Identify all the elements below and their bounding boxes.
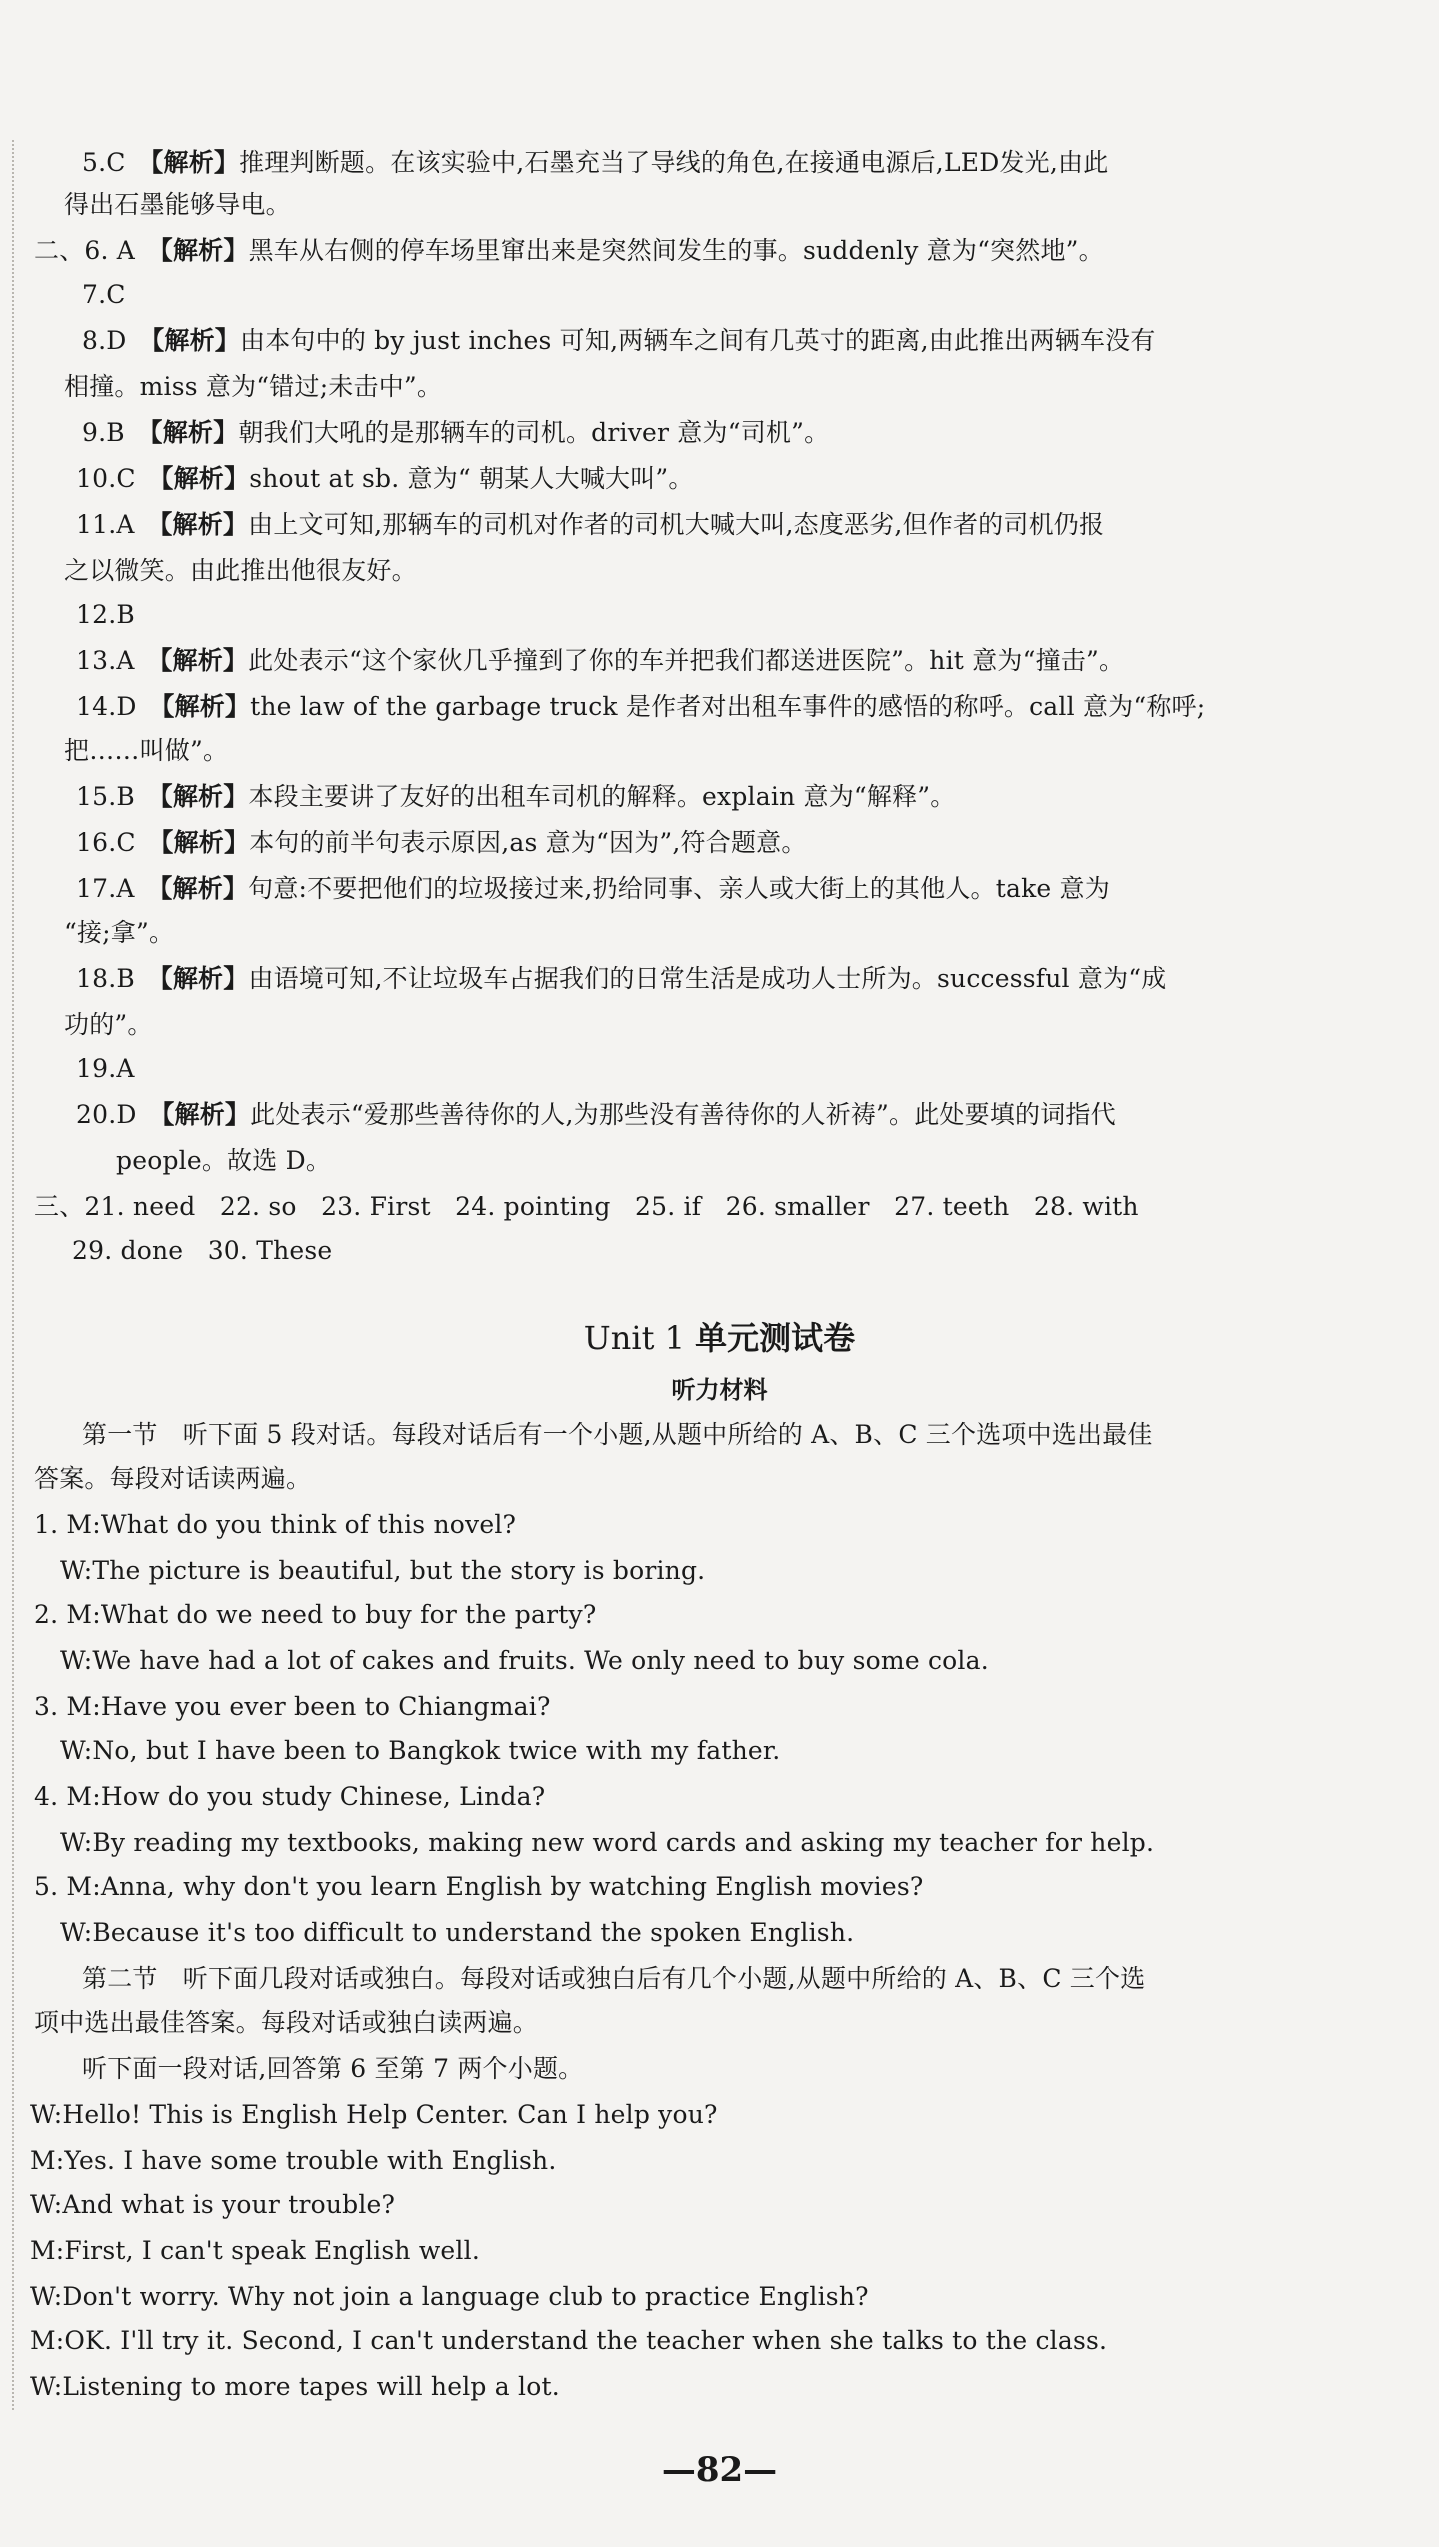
dialogue-5-m: 5. M:Anna, why don't you learn English by watching English movies? xyxy=(34,1872,924,1901)
answer-20: 20.D 【解析】此处表示“爱那些善待你的人,为那些没有善待你的人祈祷”。此处要填的词指代 xyxy=(76,1100,1116,1129)
listening-material-title: 听力材料 xyxy=(671,1376,768,1404)
answer-14: 14.D 【解析】the law of the garbage truck 是作者对出租车事件的感悟的称呼。call 意为“称呼; xyxy=(76,692,1206,721)
dialogue-4-w: W:By reading my textbooks, making new word cards and asking my teacher for help. xyxy=(60,1828,1155,1857)
page-number: —82— xyxy=(661,2450,778,2490)
conversation-line-2: M:Yes. I have some trouble with English. xyxy=(30,2146,557,2175)
section3-answers-line1: 三、21. need 22. so 23. First 24. pointing 25. if 26. smaller 27. teeth 28. with xyxy=(34,1192,1139,1221)
answer-15: 15.B 【解析】本段主要讲了友好的出租车司机的解释。explain 意为“解释”。 xyxy=(76,782,956,811)
analysis-tag: 【解析】 xyxy=(160,464,250,493)
analysis-tag: 【解析】 xyxy=(160,782,249,811)
answer-19: 19.A xyxy=(76,1054,135,1083)
answer-20-cont: people。故选 D。 xyxy=(116,1146,332,1175)
analysis-tag: 【解析】 xyxy=(159,646,249,675)
unit-test-title: Unit 1 单元测试卷 xyxy=(583,1319,856,1357)
binding-margin-line xyxy=(12,140,14,2410)
answer-17: 17.A 【解析】句意:不要把他们的垃圾接过来,扔给同事、亲人或大街上的其他人。take 意为 xyxy=(76,874,1110,903)
analysis-tag: 【解析】 xyxy=(159,874,249,903)
questions-6-7-intro: 听下面一段对话,回答第 6 至第 7 两个小题。 xyxy=(82,2054,584,2083)
answer-10: 10.C 【解析】shout at sb. 意为“ 朝某人大喊大叫”。 xyxy=(76,464,694,493)
dialogue-1-m: 1. M:What do you think of this novel? xyxy=(34,1510,517,1539)
answer-11-cont: 之以微笑。由此推出他很友好。 xyxy=(64,556,417,585)
answer-14-cont: 把……叫做”。 xyxy=(64,736,229,765)
conversation-line-5: W:Don't worry. Why not join a language club to practice English? xyxy=(30,2282,869,2311)
analysis-tag: 【解析】 xyxy=(150,148,240,177)
analysis-tag: 【解析】 xyxy=(160,236,249,265)
section1-intro-line2: 答案。每段对话读两遍。 xyxy=(34,1464,312,1493)
analysis-tag: 【解析】 xyxy=(150,418,239,447)
dialogue-3-m: 3. M:Have you ever been to Chiangmai? xyxy=(34,1692,551,1721)
answer-11: 11.A 【解析】由上文可知,那辆车的司机对作者的司机大喊大叫,态度恶劣,但作者的司机仍报 xyxy=(76,510,1105,539)
dialogue-4-m: 4. M:How do you study Chinese, Linda? xyxy=(34,1782,546,1811)
answer-18-cont: 功的”。 xyxy=(64,1010,153,1039)
answer-18: 18.B 【解析】由语境可知,不让垃圾车占据我们的日常生活是成功人士所为。successful 意为“成 xyxy=(76,964,1167,993)
answer-16: 16.C 【解析】本句的前半句表示原因,as 意为“因为”,符合题意。 xyxy=(76,828,807,857)
analysis-tag: 【解析】 xyxy=(160,964,249,993)
answer-7: 7.C xyxy=(82,280,126,309)
analysis-tag: 【解析】 xyxy=(161,692,251,721)
analysis-tag: 【解析】 xyxy=(160,828,250,857)
answer-5-cont: 得出石墨能够导电。 xyxy=(64,190,291,219)
answer-8-cont: 相撞。miss 意为“错过;未击中”。 xyxy=(64,372,443,401)
analysis-tag: 【解析】 xyxy=(161,1100,251,1129)
dialogue-3-w: W:No, but I have been to Bangkok twice with my father. xyxy=(60,1736,781,1765)
section2-intro-line1: 第二节 听下面几段对话或独白。每段对话或独白后有几个小题,从题中所给的 A、B、C 三个选 xyxy=(82,1964,1146,1993)
answer-13: 13.A 【解析】此处表示“这个家伙几乎撞到了你的车并把我们都送进医院”。hit 意为“撞击”。 xyxy=(76,646,1125,675)
answer-8: 8.D 【解析】由本句中的 by just inches 可知,两辆车之间有几英寸的距离,由此推出两辆车没有 xyxy=(82,326,1156,355)
answer-6: 二、6. A 【解析】黑车从右侧的停车场里窜出来是突然间发生的事。suddenly 意为“突然地”。 xyxy=(34,236,1104,265)
answer-12: 12.B xyxy=(76,600,135,629)
answer-5: 5.C 【解析】推理判断题。在该实验中,石墨充当了导线的角色,在接通电源后,LED发光,由此 xyxy=(82,148,1109,177)
section3-answers-line2: 29. done 30. These xyxy=(72,1236,333,1265)
conversation-line-4: M:First, I can't speak English well. xyxy=(30,2236,480,2265)
answer-17-cont: “接;拿”。 xyxy=(64,918,175,947)
dialogue-5-w: W:Because it's too difficult to understand the spoken English. xyxy=(60,1918,855,1947)
section1-intro-line1: 第一节 听下面 5 段对话。每段对话后有一个小题,从题中所给的 A、B、C 三个选项中选出最佳 xyxy=(82,1420,1153,1449)
analysis-tag: 【解析】 xyxy=(151,326,241,355)
analysis-tag: 【解析】 xyxy=(159,510,249,539)
dialogue-2-w: W:We have had a lot of cakes and fruits. We only need to buy some cola. xyxy=(60,1646,989,1675)
answer-9: 9.B 【解析】朝我们大吼的是那辆车的司机。driver 意为“司机”。 xyxy=(82,418,830,447)
conversation-line-1: W:Hello! This is English Help Center. Can I help you? xyxy=(30,2100,718,2129)
conversation-line-7: W:Listening to more tapes will help a lot. xyxy=(30,2372,560,2401)
dialogue-2-m: 2. M:What do we need to buy for the party? xyxy=(34,1600,597,1629)
dialogue-1-w: W:The picture is beautiful, but the story is boring. xyxy=(60,1556,706,1585)
conversation-line-6: M:OK. I'll try it. Second, I can't understand the teacher when she talks to the class. xyxy=(30,2326,1108,2355)
conversation-line-3: W:And what is your trouble? xyxy=(30,2190,396,2219)
section2-intro-line2: 项中选出最佳答案。每段对话或独白读两遍。 xyxy=(34,2008,539,2037)
